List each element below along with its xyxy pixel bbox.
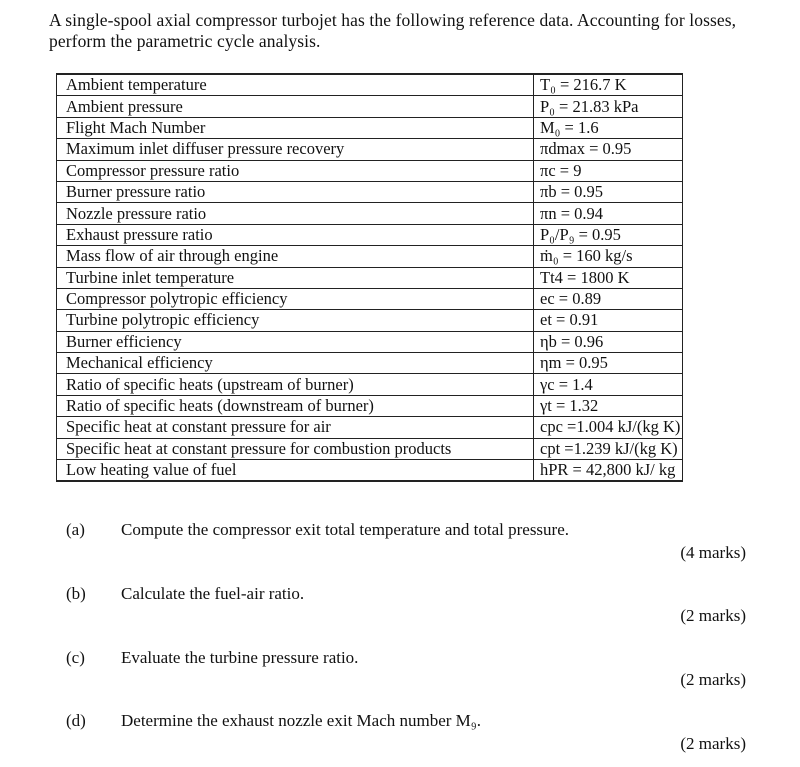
parameter-cell: Mechanical efficiency	[57, 353, 534, 374]
parameter-cell: Nozzle pressure ratio	[57, 203, 534, 224]
table-row	[57, 160, 683, 181]
table-row	[57, 310, 683, 331]
parameter-cell: Maximum inlet diffuser pressure recovery	[57, 139, 534, 160]
question-marks: (2 marks)	[680, 734, 746, 753]
table-row	[57, 331, 683, 352]
table-row	[57, 139, 683, 160]
table-row	[57, 288, 683, 309]
question-marks: (2 marks)	[680, 670, 746, 689]
table-row	[57, 353, 683, 374]
question-label: (b)	[66, 584, 86, 603]
question-marks: (2 marks)	[680, 606, 746, 625]
table-row	[57, 460, 683, 482]
table-row	[57, 246, 683, 267]
value-cell: cpc =1.004 kJ/(kg K)	[534, 417, 683, 438]
question-text: Evaluate the turbine pressure ratio.	[121, 648, 359, 667]
value-cell: πn = 0.94	[534, 203, 683, 224]
value-cell: ηb = 0.96	[534, 331, 683, 352]
parameter-cell: Burner pressure ratio	[57, 181, 534, 202]
question-text: Compute the compressor exit total temperature and total pressure.	[121, 520, 570, 539]
question-label: (a)	[66, 520, 85, 539]
value-cell: πb = 0.95	[534, 181, 683, 202]
value-cell: P₀/P₉ = 0.95	[534, 224, 683, 245]
parameter-cell: Ambient temperature	[57, 74, 534, 96]
parameter-cell: Ratio of specific heats (downstream of burner)	[57, 395, 534, 416]
parameter-cell: Compressor pressure ratio	[57, 160, 534, 181]
parameter-cell: Compressor polytropic efficiency	[57, 288, 534, 309]
table-row	[57, 438, 683, 459]
reference-data-table	[56, 73, 683, 482]
parameter-cell: Exhaust pressure ratio	[57, 224, 534, 245]
table-row	[57, 181, 683, 202]
question-label: (d)	[66, 711, 86, 730]
table-row	[57, 395, 683, 416]
value-cell: P₀ = 21.83 kPa	[534, 96, 683, 117]
value-cell: ṁ₀ = 160 kg/s	[534, 246, 683, 267]
value-cell: Tt4 = 1800 K	[534, 267, 683, 288]
question-text: Calculate the fuel-air ratio.	[121, 584, 305, 603]
question-marks: (4 marks)	[680, 543, 746, 562]
parameter-cell: Ambient pressure	[57, 96, 534, 117]
value-cell: γc = 1.4	[534, 374, 683, 395]
value-cell: hPR = 42,800 kJ/ kg	[534, 460, 683, 482]
value-cell: πc = 9	[534, 160, 683, 181]
value-cell: πdmax = 0.95	[534, 139, 683, 160]
problem-statement: A single-spool axial compressor turbojet has the following reference data. Accounting for losses, perform the parametric cycle analysis.	[49, 10, 737, 51]
value-cell: γt = 1.32	[534, 395, 683, 416]
table-row	[57, 374, 683, 395]
parameter-cell: Low heating value of fuel	[57, 460, 534, 482]
parameter-cell: Turbine polytropic efficiency	[57, 310, 534, 331]
parameter-cell: Turbine inlet temperature	[57, 267, 534, 288]
parameter-cell: Specific heat at constant pressure for air	[57, 417, 534, 438]
table-row	[57, 117, 683, 138]
value-cell: ηm = 0.95	[534, 353, 683, 374]
table-row	[57, 74, 683, 96]
value-cell: M₀ = 1.6	[534, 117, 683, 138]
value-cell: ec = 0.89	[534, 288, 683, 309]
value-cell: et = 0.91	[534, 310, 683, 331]
table-row	[57, 203, 683, 224]
table-row	[57, 224, 683, 245]
parameter-cell: Specific heat at constant pressure for combustion products	[57, 438, 534, 459]
parameter-cell: Ratio of specific heats (upstream of burner)	[57, 374, 534, 395]
parameter-cell: Burner efficiency	[57, 331, 534, 352]
table-row	[57, 267, 683, 288]
parameter-cell: Mass flow of air through engine	[57, 246, 534, 267]
table-row	[57, 96, 683, 117]
value-cell: cpt =1.239 kJ/(kg K)	[534, 438, 683, 459]
value-cell: T₀ = 216.7 K	[534, 74, 683, 96]
parameter-cell: Flight Mach Number	[57, 117, 534, 138]
question-text: Determine the exhaust nozzle exit Mach number M₉.	[121, 711, 481, 730]
table-row	[57, 417, 683, 438]
question-label: (c)	[66, 648, 85, 667]
